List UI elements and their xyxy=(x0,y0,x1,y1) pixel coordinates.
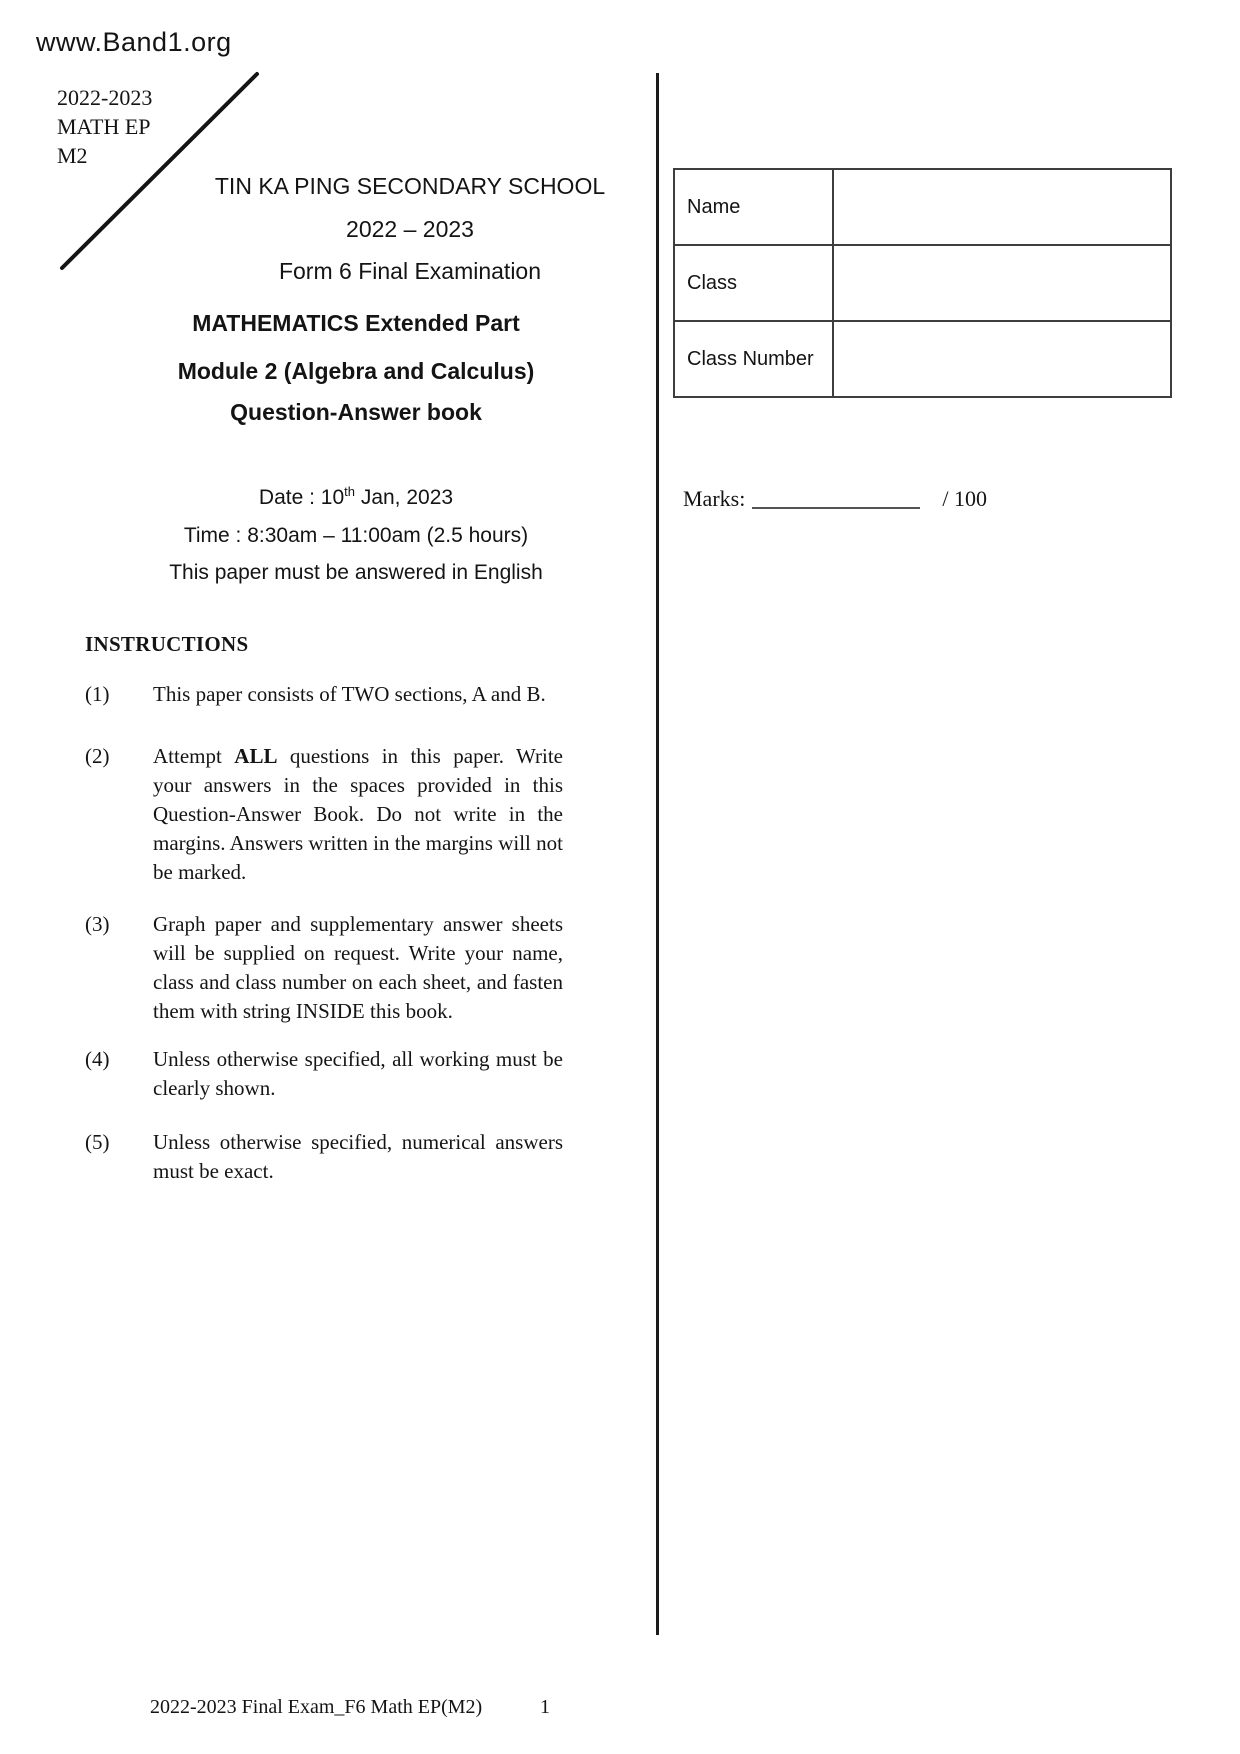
exam-date-ordinal: th xyxy=(344,484,355,499)
language-note: This paper must be answered in English xyxy=(169,561,543,584)
instruction-text: This paper consists of TWO sections, A and B. xyxy=(153,682,546,706)
instruction-text-bold: ALL xyxy=(234,744,278,768)
exam-title: Form 6 Final Examination xyxy=(278,258,542,284)
school-name: TIN KA PING SECONDARY SCHOOL xyxy=(214,173,606,199)
exam-year: 2022 – 2023 xyxy=(346,216,474,242)
instruction-number: (1) xyxy=(85,682,110,706)
paper-code-module: M2 xyxy=(57,143,88,168)
exam-date-suffix: Jan, 2023 xyxy=(354,486,454,509)
instruction-number: (4) xyxy=(85,1047,110,1071)
instruction-text: Unless otherwise specified, all working must be clearly shown. xyxy=(153,1047,563,1100)
instruction-number: (2) xyxy=(85,744,110,768)
class-value-cell xyxy=(833,245,1171,321)
instruction-item-2 xyxy=(85,742,563,887)
exam-time: Time : 8:30am – 11:00am (2.5 hours) xyxy=(183,524,529,547)
info-row-name xyxy=(674,169,1171,245)
instruction-item-5 xyxy=(85,1128,563,1186)
marks-blank-line xyxy=(752,485,920,509)
marks-row xyxy=(683,482,987,512)
instruction-number: (3) xyxy=(85,912,110,936)
paper-header xyxy=(76,309,636,586)
info-row-class xyxy=(674,245,1171,321)
info-row-class-number xyxy=(674,321,1171,397)
student-info-table xyxy=(673,168,1172,398)
column-divider-line xyxy=(656,73,659,1635)
footer-page-number: 1 xyxy=(540,1696,550,1718)
instruction-text: Graph paper and supplementary answer sheets will be supplied on request. Write your name, class and class number on each sheet, and fasten them with string INSIDE this book. xyxy=(153,912,563,1023)
module-title: Module 2 (Algebra and Calculus) xyxy=(177,358,535,384)
marks-label: Marks: xyxy=(683,486,746,511)
instructions-title: INSTRUCTIONS xyxy=(85,632,249,656)
subject-title: MATHEMATICS Extended Part xyxy=(192,310,520,336)
paper-code-year: 2022-2023 xyxy=(57,85,153,110)
class-label: Class xyxy=(674,245,833,321)
instruction-number: (5) xyxy=(85,1130,110,1154)
book-title: Question-Answer book xyxy=(230,399,482,425)
paper-code-subject: MATH EP xyxy=(57,114,151,139)
name-value-cell xyxy=(833,169,1171,245)
instruction-item-1 xyxy=(85,680,563,709)
marks-total: / 100 xyxy=(942,486,987,511)
exam-date xyxy=(76,485,636,511)
name-label: Name xyxy=(674,169,833,245)
website-watermark: www.Band1.org xyxy=(36,27,232,57)
instruction-text-post: questions in this paper. Write your answers in the spaces provided in this Question-Answer Book. Do not write in the margins. Answers written in the margins will not be marked. xyxy=(153,744,564,884)
instruction-text-pre: Attempt xyxy=(153,744,235,768)
footer-document-title: 2022-2023 Final Exam_F6 Math EP(M2) xyxy=(150,1696,483,1718)
school-header xyxy=(130,172,690,285)
class-number-value-cell xyxy=(833,321,1171,397)
instruction-text xyxy=(153,742,563,887)
instruction-item-4 xyxy=(85,1045,563,1103)
instructions-section xyxy=(85,630,563,1186)
instruction-text: Unless otherwise specified, numerical answers must be exact. xyxy=(153,1130,563,1183)
exam-date-prefix: Date : 10 xyxy=(258,486,345,509)
instruction-item-3 xyxy=(85,910,563,1026)
class-number-label: Class Number xyxy=(674,321,833,397)
